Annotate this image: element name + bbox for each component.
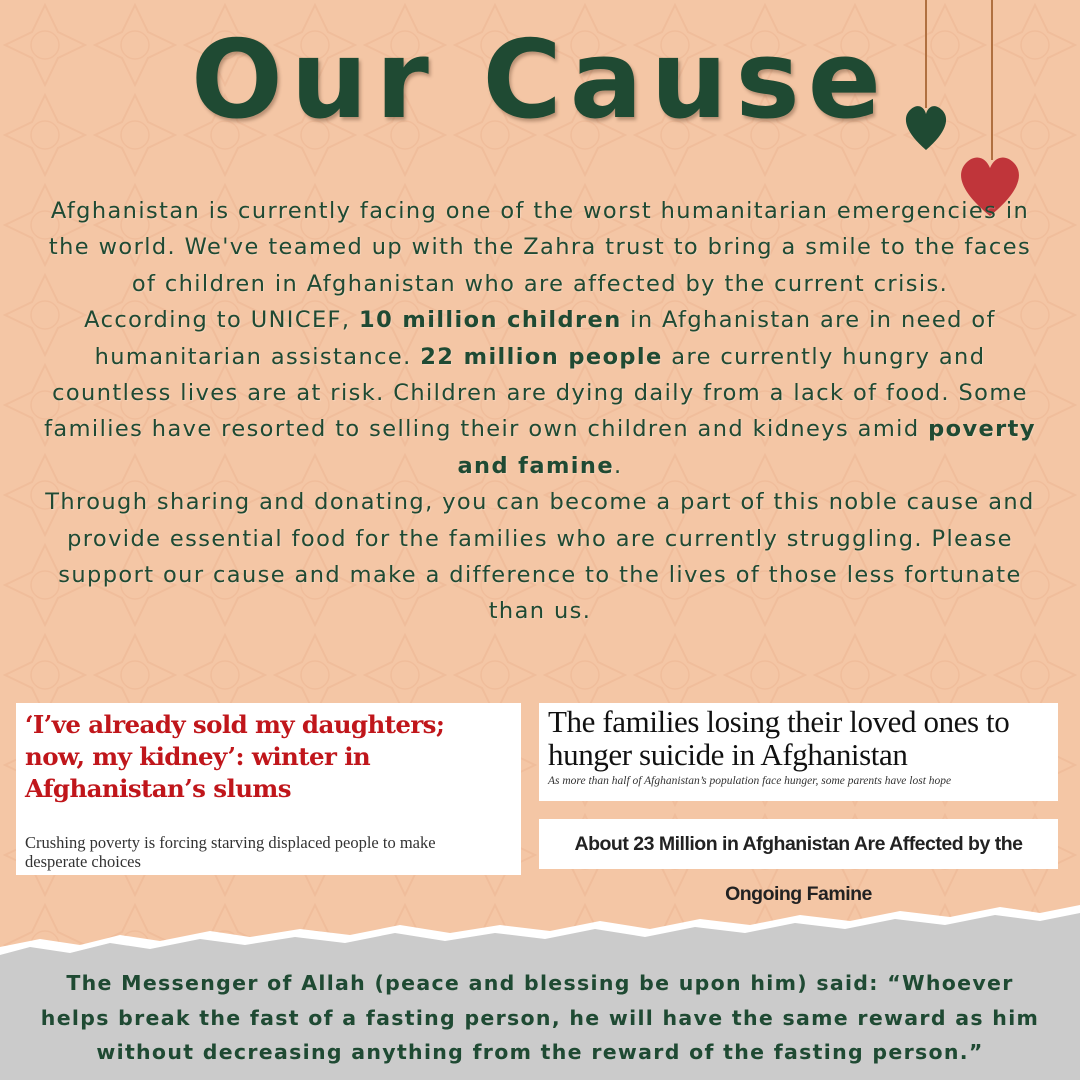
body-text bbox=[40, 193, 1040, 630]
clipping-headline: The families losing their loved ones to hunger suicide in Afghanistan bbox=[548, 704, 1010, 772]
news-clipping-famine bbox=[539, 819, 1058, 905]
page-title: Our Cause bbox=[190, 18, 890, 143]
stats-text-1: According to UNICEF, bbox=[84, 307, 360, 334]
stats-people-highlight: 22 million people bbox=[420, 343, 663, 370]
clipping-headline: About 23 Million in Afghanistan Are Affected by the Ongoing Famine bbox=[574, 833, 1023, 905]
intro-paragraph: Afghanistan is currently facing one of the worst humanitarian emergencies in the world. We've teamed up with the Zahra trust to bring a smile to the faces of children in Afghanistan who are affected by the current crisis. bbox=[48, 198, 1032, 297]
stats-paragraph bbox=[40, 302, 1040, 484]
stats-famine-highlight: poverty and famine bbox=[457, 416, 1036, 479]
hadith-quote: The Messenger of Allah (peace and blessing be upon him) said: “Whoever helps break the fast of a fasting person, he will have the same reward as him without decreasing anything from the reward of the fasting person.” bbox=[40, 971, 1040, 1064]
news-clipping-guardian bbox=[16, 703, 521, 875]
stats-text-4: . bbox=[614, 452, 623, 479]
stats-text-3: are currently hungry and countless lives are at risk. Children are dying daily from a lack of food. Some families have resorted to selling their own children and kidneys amid bbox=[44, 343, 1028, 443]
news-clipping-economist bbox=[539, 703, 1058, 801]
appeal-paragraph: Through sharing and donating, you can become a part of this noble cause and provide essential food for the families who are currently struggling. Please support our cause and make a difference to the lives of those less fortunate than us. bbox=[45, 489, 1035, 625]
clipping-subhead: As more than half of Afghanistan’s population face hunger, some parents have lost hope bbox=[548, 775, 952, 787]
clipping-headline: ‘I’ve already sold my daughters; now, my kidney’: winter in Afghanistan’s slums bbox=[25, 710, 445, 803]
stats-children-highlight: 10 million children bbox=[359, 307, 622, 334]
stats-text-2: in Afghanistan are in need of humanitarian assistance. bbox=[94, 307, 996, 370]
clipping-subhead: Crushing poverty is forcing starving displaced people to make desperate choices bbox=[25, 833, 436, 871]
